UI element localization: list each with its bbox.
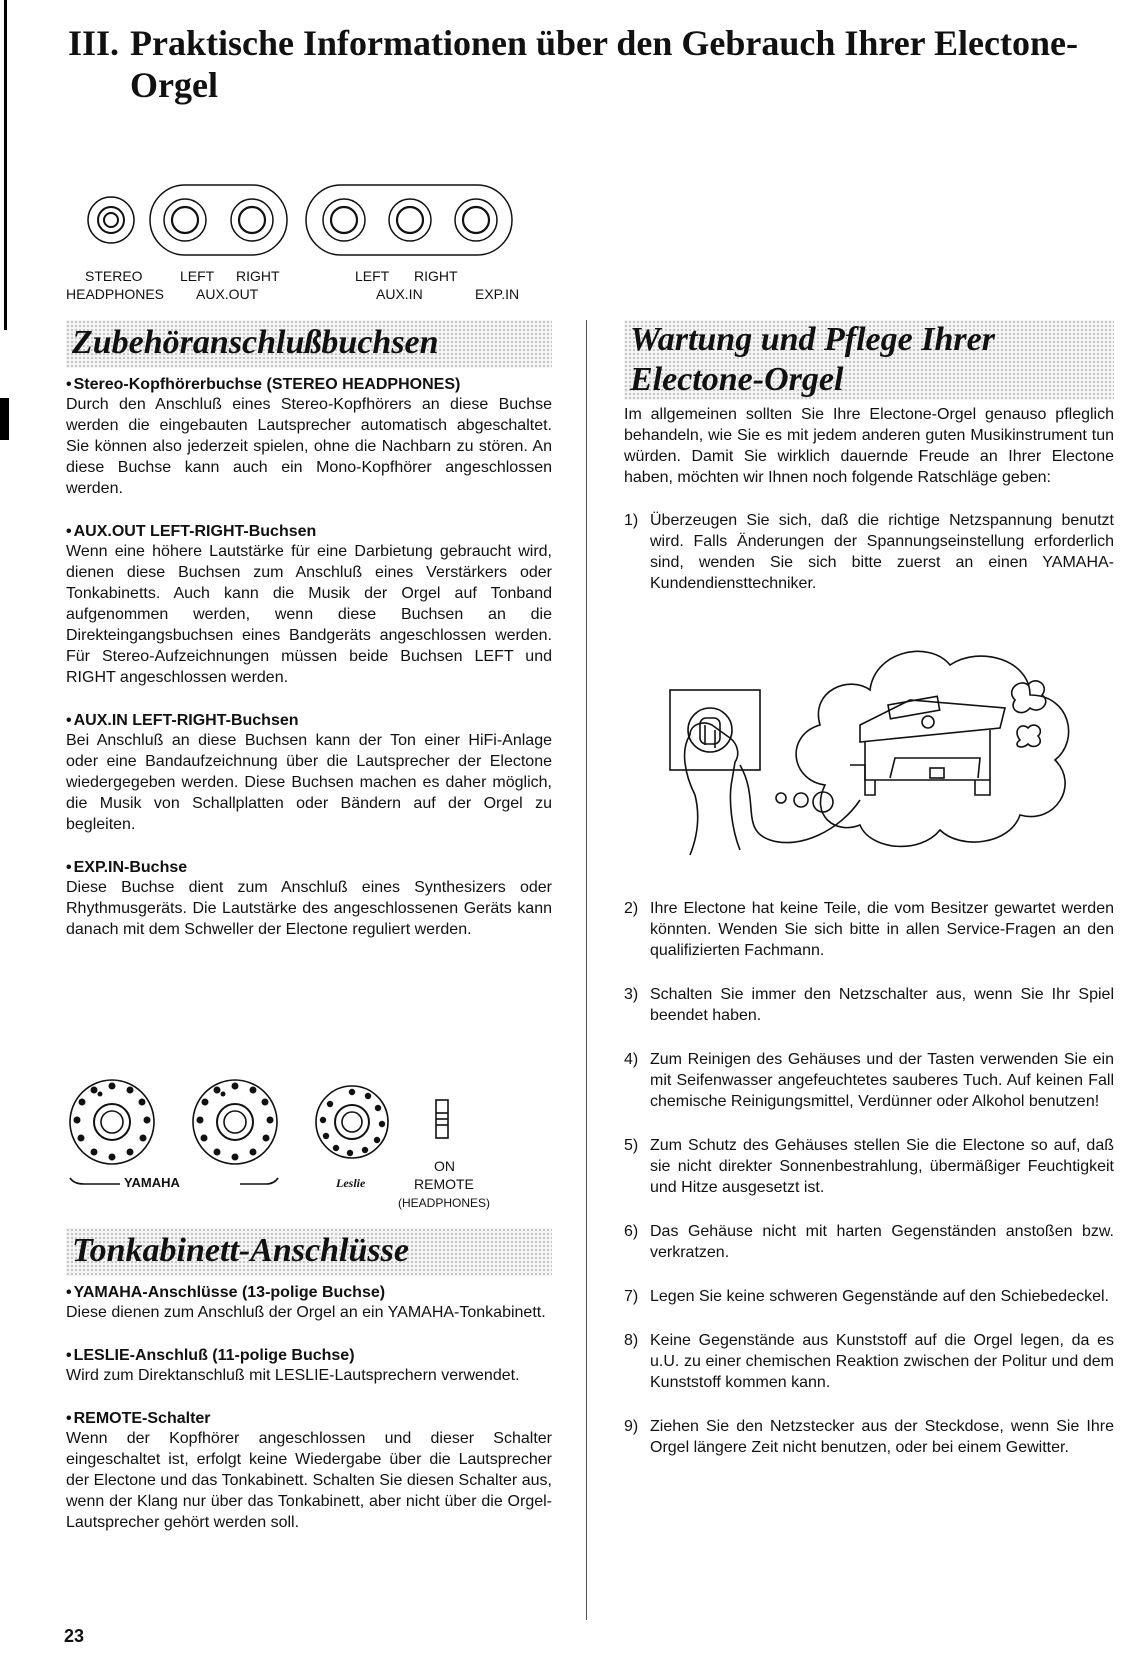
organ-drawing-icon [850, 696, 1005, 795]
remote-on-label: ON [434, 1158, 455, 1174]
remote-switch-icon [436, 1100, 448, 1138]
label-aux-out-right: RIGHT [236, 268, 280, 284]
subheading-exp-in: • EXP.IN-Buchse [66, 859, 552, 877]
list-item-3: 3) Schalten Sie immer den Netzschalter aus, wenn Sie Ihr Spiel beendet haben. [624, 986, 1114, 1024]
list-item-9: 9) Ziehen Sie den Netzstecker aus der Steckdose, wenn Sie Ihre Orgel längere Zeit nicht benutzen, oder bei einem Gewitter. [624, 1418, 1114, 1456]
right-column-list [624, 898, 1114, 1458]
label-stereo: STEREO [85, 268, 143, 284]
exp-in-jack-icon [455, 199, 497, 241]
page-number: 23 [64, 1626, 85, 1646]
power-cable-icon [740, 765, 860, 843]
subheading-yamaha-connectors: • YAMAHA-Anschlüsse (13-polige Buchse) [66, 1284, 552, 1302]
flower-small-icon [1017, 725, 1040, 747]
thought-bubble-large-icon [813, 792, 833, 812]
list-item-6: 6) Das Gehäuse nicht mit harten Gegenständen anstoßen bzw. verkratzen. [624, 1223, 1114, 1261]
jack-panel-diagram [70, 180, 540, 270]
yamaha-connector-1-icon [70, 1080, 154, 1164]
aux-out-left-jack-icon [164, 199, 206, 241]
list-item-1: 1) Überzeugen Sie sich, daß die richtige Netzspannung benutzt wird. Falls Änderungen der Spannungseinstellung erforderlich sind, wenden Sie sich bitte zuerst an einen YAMAHA-Kundendiensttechniker. [624, 512, 1114, 592]
aux-in-frame-icon [306, 185, 512, 255]
remote-label: REMOTE [414, 1176, 474, 1192]
subheading-aux-out: • AUX.OUT LEFT-RIGHT-Buchsen [66, 523, 552, 541]
label-aux-in-left: LEFT [355, 268, 390, 284]
section-heading-wartung: Wartung und Pflege Ihrer Electone-Orgel [624, 320, 1114, 400]
page-title: III. Praktische Informationen über den Gebrauch Ihrer Electone- Orgel [68, 23, 1078, 105]
paragraph-exp-in: Diese Buchse dient zum Anschluß eines Synthesizers oder Rhythmusgeräts. Die Lautstärke des angeschlossenen Geräts kann danach mit dem Schweller der Electone reguliert werden. [66, 879, 552, 938]
thought-cloud-icon [796, 651, 1069, 846]
label-aux-in-right: RIGHT [414, 268, 458, 284]
left-column [66, 320, 552, 940]
yamaha-connector-2-icon [193, 1080, 277, 1164]
list-item-8: 8) Keine Gegenstände aus Kunststoff auf die Orgel legen, da es u.U. zu einer chemischen Reaktion zwischen der Politur und dem Kunststoff kommen kann. [624, 1332, 1114, 1391]
section-heading-tonkabinett: Tonkabinett-Anschlüsse [66, 1228, 552, 1276]
subheading-remote-switch: • REMOTE-Schalter [66, 1410, 552, 1428]
label-aux-in: AUX.IN [376, 286, 423, 302]
right-column-top [624, 320, 1114, 594]
paragraph-remote-switch: Wenn der Kopfhörer angeschlossen und dieser Schalter eingeschaltet ist, erfolgt keine Wiedergabe über die Lautsprecher der Electone und das Tonkabinett. Schalten Sie diesen Schalter aus, wenn der Klang nur über das Tonkabinett, aber nicht über die Orgel-Lautsprecher gehört werden soll. [66, 1430, 552, 1531]
paragraph-stereo-headphones: Durch den Anschluß eines Stereo-Kopfhörers an diese Buchse werden die eingebauten Lautsprecher automatisch abgeschaltet. Sie können also jederzeit spielen, ohne die Nachbarn zu stören. An diese Buchse kann auch ein Mono-Kopfhörer angeschlossen werden. [66, 396, 552, 497]
page-edge-tab [0, 398, 9, 440]
section-heading-zubehoer: Zubehöranschlußbuchsen [66, 320, 552, 368]
list-item-2: 2) Ihre Electone hat keine Teile, die vom Besitzer gewartet werden könnten. Wenden Sie sich bitte in allen Service-Fragen an den qualifizierten Fachmann. [624, 900, 1114, 959]
left-column-lower [66, 1228, 552, 1533]
subheading-aux-in: • AUX.IN LEFT-RIGHT-Buchsen [66, 712, 552, 730]
yamaha-brand-label: YAMAHA [124, 1175, 180, 1190]
label-aux-out-left: LEFT [180, 268, 215, 284]
subheading-leslie-connector: • LESLIE-Anschluß (11-polige Buchse) [66, 1347, 552, 1365]
label-exp-in: EXP.IN [475, 286, 520, 302]
paragraph-wartung-intro: Im allgemeinen sollten Sie Ihre Electone-Orgel genauso pfleglich behandeln, wie Sie es mit jedem anderen guten Musikinstrument tun würden. Damit Sie wirklich dauernde Freude an Ihrer Electone haben, möchten wir Ihnen noch folgende Ratschläge geben: [624, 406, 1114, 486]
aux-in-left-jack-icon [323, 199, 365, 241]
care-illustration [660, 630, 1100, 885]
aux-out-right-jack-icon [231, 199, 273, 241]
paragraph-yamaha-connectors: Diese dienen zum Anschluß der Orgel an ein YAMAHA-Tonkabinett. [66, 1304, 546, 1321]
remote-headphones-label: (HEADPHONES) [398, 1196, 491, 1210]
thought-bubble-medium-icon [794, 793, 808, 807]
thought-bubble-small-icon [776, 793, 786, 803]
page-edge-line [4, 0, 7, 330]
list-item-5: 5) Zum Schutz des Gehäuses stellen Sie die Electone so auf, daß sie nicht direkter Sonnenbestrahlung, übermäßiger Feuchtigkeit und Hitze ausgesetzt ist. [624, 1137, 1114, 1196]
paragraph-aux-in: Bei Anschluß an diese Buchsen kann der Ton einer HiFi-Anlage oder eine Bandaufzeichnung über die Lautsprecher der Electone wiedergegeben werden. Diese Buchsen machen es daher möglich, die Musik von Schallplatten oder Bändern auf der Orgel zu begleiten. [66, 732, 552, 833]
list-item-4: 4) Zum Reinigen des Gehäuses und der Tasten verwenden Sie ein mit Seifenwasser angefeuchtetes sauberes Tuch. Auf keinen Fall chemische Reinigungsmittel, Verdünner oder Alkohol benutzen! [624, 1051, 1114, 1110]
paragraph-leslie-connector: Wird zum Direktanschluß mit LESLIE-Lautsprechern verwendet. [66, 1367, 520, 1384]
label-aux-out: AUX.OUT [196, 286, 259, 302]
aux-in-right-jack-icon [389, 199, 431, 241]
label-headphones: HEADPHONES [66, 286, 165, 302]
leslie-connector-icon [316, 1086, 388, 1158]
headphones-jack-icon [88, 197, 134, 243]
subheading-stereo-headphones: • Stereo-Kopfhörerbuchse (STEREO HEADPHONES) [66, 376, 552, 394]
list-item-7: 7) Legen Sie keine schweren Gegenstände auf den Schiebedeckel. [624, 1288, 1109, 1305]
aux-out-frame-icon [150, 185, 287, 255]
column-divider [586, 320, 587, 1620]
paragraph-aux-out: Wenn eine höhere Lautstärke für eine Darbietung gebraucht wird, dienen diese Buchsen zum Anschluß eines Verstärkers oder Tonkabinetts. Auch kann die Musik der Orgel auf Tonband aufgenommen werden, wenn diese Buchsen an die Direkteingangsbuchsen eines Bandgeräts angeschlossen werden. Für Stereo-Aufzeichnungen müssen beide Buchsen LEFT und RIGHT angeschlossen werden. [66, 543, 552, 686]
leslie-brand-label: Leslie [336, 1176, 366, 1190]
